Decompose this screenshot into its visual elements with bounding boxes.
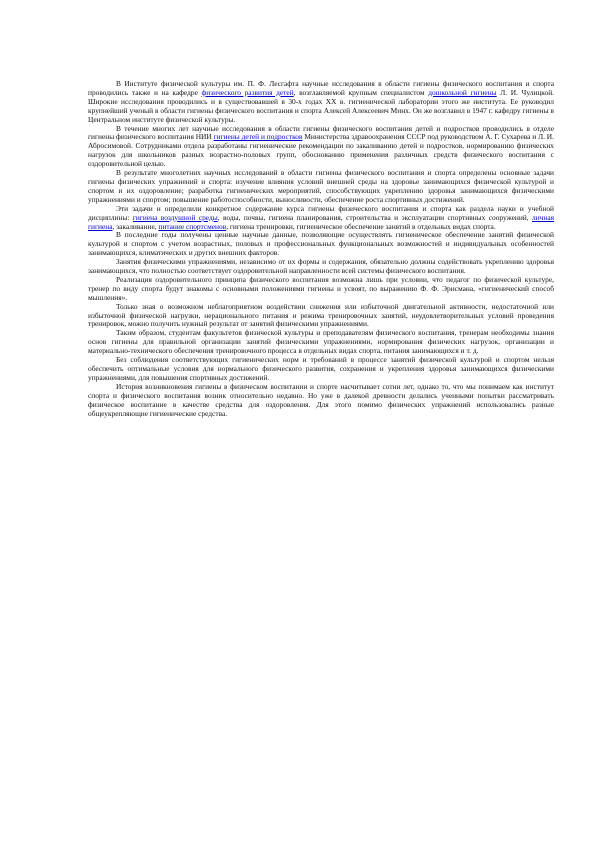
body-paragraph bbox=[88, 231, 554, 258]
body-paragraph bbox=[88, 303, 554, 330]
document-page bbox=[88, 80, 554, 418]
hyperlink[interactable]: дошкольной гигиены bbox=[428, 87, 497, 97]
body-paragraph bbox=[88, 383, 554, 419]
text-run: Реализация оздоровительного принципа физического воспитания возможна лишь при условии, что педагог по физической культуре, тренер по виду спорта будут знакомы с основными положениями гигиены и усвоят, по выражению Ф. Ф. Эрисмана, «гигиенический способ мышления». bbox=[88, 274, 554, 302]
body-paragraph bbox=[88, 125, 554, 170]
body-paragraph bbox=[88, 169, 554, 205]
text-run: Только зная о возможном неблагоприятном воздействии снижения или избыточной двигательной активности, недостаточной или избыточной физической нагрузки, нерационального питания и режима тренировочных занятий, неудовлетворительных условий проведения тренировок, можно получить нужный результат от занятий физическими упражнениями. bbox=[88, 301, 554, 329]
text-run: , гигиена тренировки, гигиеническое обеспечение занятий в отдельных видах спорта. bbox=[226, 221, 496, 231]
hyperlink[interactable]: питание спортсменов bbox=[158, 221, 227, 231]
hyperlink[interactable]: физического развития детей bbox=[201, 87, 294, 97]
text-run: , закаливание, bbox=[112, 221, 159, 231]
text-run: В результате многолетних научных исследований в области гигиены физического воспитания и спорта определены основные задачи гигиены физических упражнений и спорта: изучение влияния условий внешней среды на здоровье занимающихся физической культурой и спортом и их оздоровление; разработка гигиенических мероприятий, способствующих укреплению здоровья занимающихся физическими упражнениями и спортом; повышение работоспособности, выносливости, обеспечение роста спортивных достижений. bbox=[88, 168, 554, 204]
text-run: Таким образом, студентам факультетов физической культуры и преподавателям физического воспитания, тренерам необходимы знания основ гигиены для правильной организации занятий физическими упражнениями, нормирования физических нагрузок, организации и материально-технического обеспечения тренировочного процесса в отдельных видах спорта, питания занимающихся и т. д. bbox=[88, 328, 554, 356]
text-run: В течение многих лет научные исследования в области гигиены физического воспитания детей и подростков проводились в отделе гигиены физического воспитания НИИ bbox=[88, 123, 554, 142]
text-run: Занятия физическими упражнениями, независимо от их формы и содержания, обязательно должны содействовать укреплению здоровья занимающихся, что полностью соответствует оздоровительной направленности всей системы физического воспитания. bbox=[88, 257, 554, 276]
text-run: В последние годы получены ценные научные данные, позволяющие осуществлять гигиеническое обеспечение занятий физической культурой и спортом с учетом возрастных, половых и профессиональных функциональных возможностей и индивидуальных особенностей занимающихся, климатических и других внешних факторов. bbox=[88, 230, 554, 258]
body-paragraph bbox=[88, 276, 554, 303]
hyperlink[interactable]: личная гигиена bbox=[88, 212, 554, 231]
text-run: Эти задачи и определили конкретное содержание курса гигиены физического воспитания и спорта как раздела науки и учебной дисциплины: bbox=[88, 203, 554, 222]
text-run: Л. И. Чулицкой. Широкие исследования проводились и в существовавшей в 30-х годах XX в. гигиенической лаборатории этого же института. Ее руководил крупнейший ученый в области гигиены физического воспитания и спорта Алексей Алексеевич Минх. Он же возглавил в 1947 г. кафедру гигиены в Центральном институте физической культуры. bbox=[88, 87, 555, 124]
body-paragraph bbox=[88, 329, 554, 356]
text-run: Министерства здравоохранения СССР под руководством А. Г. Сухарева и Л. И. Абросимовой. Сотрудниками отдела разработаны гигиенические рекомендации по закаливанию детей и подростков, нормированию физических нагрузок для школьников разных возрастно-половых групп, обоснованию применения различных средств физического воспитания с оздоровительной целью. bbox=[88, 132, 554, 169]
hyperlink[interactable]: гигиены детей и подростков bbox=[213, 132, 303, 142]
body-paragraph bbox=[88, 80, 554, 125]
body-paragraph bbox=[88, 356, 554, 383]
body-paragraph bbox=[88, 205, 554, 232]
text-run: История возникновения гигиены в физическом воспитании и спорте насчитывает сотни лет, однако то, что мы понимаем как институт спорта и физического воспитания возник относительно недавно. Но уже в далекой древности делались ученными попытки рассматривать физическое воспитание в качестве средства для оздоровления. Для этого помимо физических упражнений использовались разные общеукрепляющие гигиенические средства. bbox=[88, 381, 554, 418]
hyperlink[interactable]: гигиена воздушной среды bbox=[132, 212, 218, 222]
text-run: Без соблюдения соответствующих гигиенических норм и требований в процессе занятий физической культурой и спортом нельзя обеспечить оптимальные условия для нормального физического развития, сохранения и укрепления здоровья занимающихся физическими упражнениями, для повышения спортивных достижений. bbox=[88, 355, 554, 382]
text-run: В Институте физической культуры им. П. Ф. Лесгафта научные исследования в области гигиены физического воспитания и спорта проводились также и на кафедре bbox=[88, 79, 554, 97]
text-run: , возглавляемой крупным специалистом bbox=[293, 87, 429, 97]
text-run: , воды, почвы, гигиена планирования, строительства и эксплуатации спортивных сооружений, bbox=[217, 212, 532, 222]
body-paragraph bbox=[88, 258, 554, 276]
